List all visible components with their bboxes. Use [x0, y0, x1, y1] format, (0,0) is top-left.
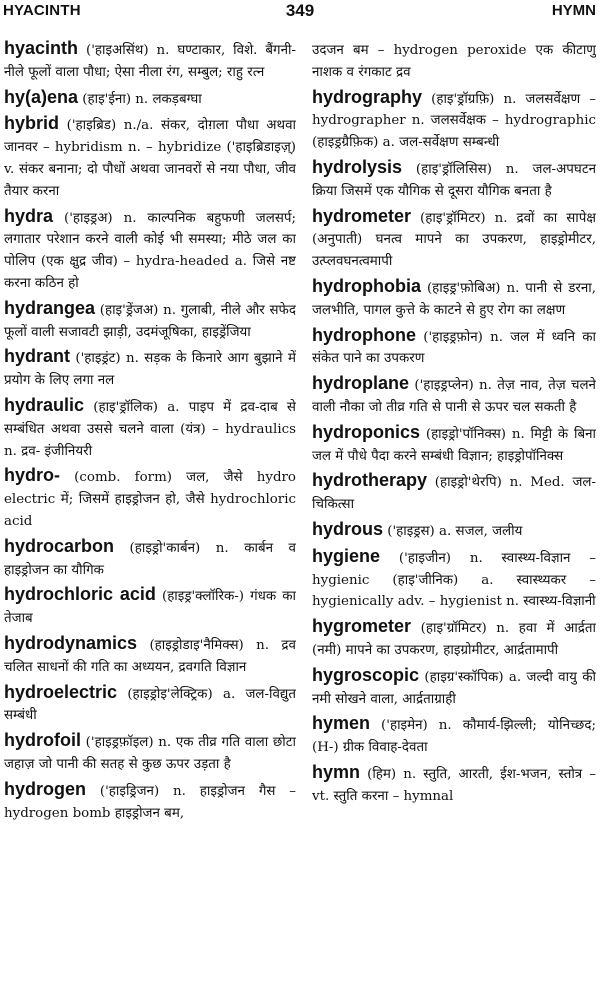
entry-definition: ('हाइड्रफ़ोन) n. जल में ध्वनि का संकेत पाने का उपकरण — [312, 329, 596, 367]
entry-definition: (हाइड्रो'थेरपि) n. Med. जल-चिकित्सा — [312, 475, 596, 513]
entry-definition: (हाइ'ग्रॉमिटर) n. हवा में आर्द्रता (नमी) मापने का उपकरण, हाइग्रोमीटर, आर्द्रतामापी — [312, 621, 596, 658]
dictionary-entry — [312, 87, 596, 154]
dictionary-entry — [312, 206, 596, 273]
entry-headword: hy(a)ena — [4, 86, 79, 107]
dictionary-entry — [312, 470, 596, 516]
dictionary-entry — [312, 546, 596, 613]
dictionary-entry — [4, 584, 296, 630]
dictionary-entry — [4, 298, 296, 344]
page-number: 349 — [285, 1, 315, 20]
dictionary-entry — [312, 38, 596, 84]
entry-definition: (हाइ'ड्रेंजअ) n. गुलाबी, नीले और सफेद फूलों वाली सजावटी झाड़ी, उदमंजूषिका, हाइड्रेंजिया — [4, 302, 296, 340]
right-guide-word: HYMN — [551, 2, 596, 19]
entry-definition: (हाइ'ड्रॉलिसिस) n. जल-अपघटन क्रिया जिसमें एक यौगिक से दूसरा यौगिक बनता है — [312, 161, 596, 199]
dictionary-entry — [312, 373, 596, 419]
dictionary-entry — [4, 465, 296, 532]
entry-headword: hydroponics — [312, 421, 421, 442]
entry-headword: hydro- — [4, 465, 60, 486]
entry-headword: hydrophone — [312, 324, 416, 345]
entry-headword: hygiene — [312, 545, 381, 566]
entry-headword: hybrid — [4, 113, 60, 134]
entry-headword: hydrofoil — [4, 730, 81, 751]
dictionary-entry — [4, 536, 296, 582]
entry-definition: ('हाइमेन) n. कौमार्य-झिल्ली; योनिच्छद; (H-) ग्रीक विवाह-देवता — [312, 718, 596, 756]
entry-headword: hydraulic — [4, 394, 85, 415]
entry-definition: उदजन बम – hydrogen peroxide एक कीटाणु नाशक व रंगकाट द्रव — [312, 43, 596, 80]
dictionary-entry — [4, 682, 296, 728]
entry-headword: hydrometer — [312, 205, 412, 226]
entry-definition: (comb. form) जल, जैसे hydro electric में; जिसमें हाइड्रोजन हो, जैसे hydrochloric acid — [4, 470, 296, 529]
entry-headword: hydrolysis — [312, 156, 403, 177]
dictionary-entry — [312, 325, 596, 371]
dictionary-entry — [312, 519, 596, 543]
left-guide-word: HYACINTH — [3, 2, 81, 19]
entry-definition: ('हाइब्रिड) n./a. संकर, दोग़ला पौधा अथवा जानवर – hybridism n. – hybridize ('हाइब्रिडाइज़्) v. संकर बनाना; दो पौधों अथवा जानवरों से नया पौधा, जीव तैयार करना — [4, 118, 296, 199]
dictionary-entry — [312, 276, 596, 322]
entry-definition: ('हाइड्रिजन) n. हाइड्रोजन गैस – hydrogen bomb हाइड्रोजन बम, — [4, 783, 296, 821]
entry-definition: (हाइड्र'फ़ोबिअ) n. पानी से डरना, जलभीति, पागल कुत्ते के काटने से हुए रोग का लक्षण — [312, 280, 596, 318]
dictionary-entry — [312, 157, 596, 203]
entry-headword: hydra — [4, 205, 54, 226]
dictionary-entry — [4, 38, 296, 84]
left-column — [4, 38, 296, 998]
dictionary-entry — [4, 633, 296, 679]
entry-headword: hydrangea — [4, 297, 96, 318]
dictionary-entry — [4, 346, 296, 392]
entry-definition: (हाइड्र'क्लॉरिक-) गंधक का तेजाब — [4, 589, 296, 627]
entry-headword: hydroplane — [312, 373, 410, 394]
entry-definition: ('हाइड्रअ) n. काल्पनिक बहुफणी जलसर्प; लगातार परेशान करने वाली कोई भी समस्या; मीठे जल का पोलिप (एक क्षुद्र जीव) – hydra-headed a. जिसे नष्ट करना कठिन हो — [4, 210, 296, 291]
entry-headword: hygrometer — [312, 616, 412, 637]
right-column — [312, 38, 596, 998]
entry-headword: hymn — [312, 761, 361, 782]
entry-headword: hygroscopic — [312, 664, 420, 685]
entry-headword: hydrous — [312, 518, 384, 539]
entry-headword: hydrotherapy — [312, 470, 428, 491]
dictionary-entry — [4, 113, 296, 202]
dictionary-entry — [312, 422, 596, 468]
entry-headword: hymen — [312, 713, 371, 734]
page-header — [0, 0, 600, 24]
entry-definition: (हिम) n. स्तुति, आरती, ईश-भजन, स्तोत्र – vt. स्तुति करना – hymnal — [312, 766, 596, 804]
entry-definition: (हाइ'ड्रॉग्रफ़ि) n. जलसर्वेक्षण – hydrographer n. जलसर्वेक्षक – hydrographic (हाइड्रग्रैफ़िक) a. जल-सर्वेक्षण सम्बन्धी — [312, 91, 596, 151]
dictionary-entry — [4, 395, 296, 462]
entry-definition: (हाइग्र'स्कॉपिक) a. जल्दी वायु की नमी सोखने वाला, आर्द्रताग्राही — [312, 669, 596, 707]
dictionary-entry — [4, 206, 296, 295]
dictionary-entry — [4, 87, 296, 111]
entry-definition: ('हाइड्रंट) n. सड़क के किनारे आग बुझाने में प्रयोग के लिए लगा नल — [4, 351, 296, 389]
entry-definition: (हाइड्रो'कार्बन) n. कार्बन व हाइड्रोजन का यौगिक — [4, 540, 296, 578]
entry-definition: (हाइड्रो'पॉनिक्स) n. मिट्टी के बिना जल में पौधे पैदा करने सम्बंधी विज्ञान; हाइड्रोपॉनिक्स — [312, 426, 596, 464]
entry-definition: ('हाइअसिंथ) n. घण्टाकार, विशे. बैंगनी-नीले फूलों वाला पौधा; ऐसा नीला रंग, सम्बुल; राहु रत्न — [4, 43, 296, 80]
entry-definition: (हाइड्रोइ'लेक्ट्रिक) a. जल-विद्युत सम्बंधी — [4, 686, 296, 724]
entry-headword: hydrochloric acid — [4, 584, 156, 605]
entry-headword: hydrodynamics — [4, 632, 138, 653]
dictionary-entry — [312, 762, 596, 808]
entry-headword: hyacinth — [4, 38, 79, 58]
entry-definition: ('हाइड्रफ़ॉइल) n. एक तीव्र गति वाला छोटा जहाज़ जो पानी की सतह से कुछ ऊपर उड़ता है — [4, 735, 296, 772]
dictionary-entry — [312, 665, 596, 711]
entry-headword: hydrophobia — [312, 275, 421, 296]
entry-definition: (हाइ'ड्रॉमिटर) n. द्रवों का सापेक्ष (अनुपाती) घनत्व मापने का उपकरण, हाइड्रोमीटर, उत्प्लवघनत्वमापी — [312, 210, 596, 270]
dictionary-entry — [4, 779, 296, 825]
entry-headword: hydrography — [312, 86, 423, 107]
entry-headword: hydrant — [4, 346, 71, 367]
entry-definition: ('हाइड्रप्लेन) n. तेज़ नाव, तेज़ चलने वाली नौका जो तीव्र गति से पानी से ऊपर चल सकती है — [312, 378, 596, 415]
entry-definition: ('हाइड्रस) a. सजल, जलीय — [383, 523, 523, 539]
dictionary-entry — [312, 616, 596, 662]
dictionary-entry — [312, 713, 596, 759]
entry-definition: (हाइ'ड्रॉलिक) a. पाइप में द्रव-दाब से सम्बंधित अथवा उससे चलने वाला (यंत्र) – hydraulics n. द्रव- इंजीनियरी — [4, 399, 296, 459]
entry-definition: ('हाइजीन) n. स्वास्थ्य-विज्ञान – hygienic (हाइ'जीनिक) a. स्वास्थ्यकर – hygienically adv. – hygienist n. स्वास्थ्य-विज्ञानी — [312, 550, 596, 610]
entry-definition: (हाइ'ईना) n. लकड़बग्घा — [78, 91, 202, 107]
entry-headword: hydroelectric — [4, 681, 118, 702]
entry-headword: hydrogen — [4, 778, 87, 799]
dictionary-entry — [4, 730, 296, 776]
entry-definition: (हाइड्रोडाइ'नैमिक्स) n. द्रव चलित साधनों की गति का अध्ययन, द्रवगति विज्ञान — [4, 637, 296, 675]
entry-headword: hydrocarbon — [4, 535, 115, 556]
